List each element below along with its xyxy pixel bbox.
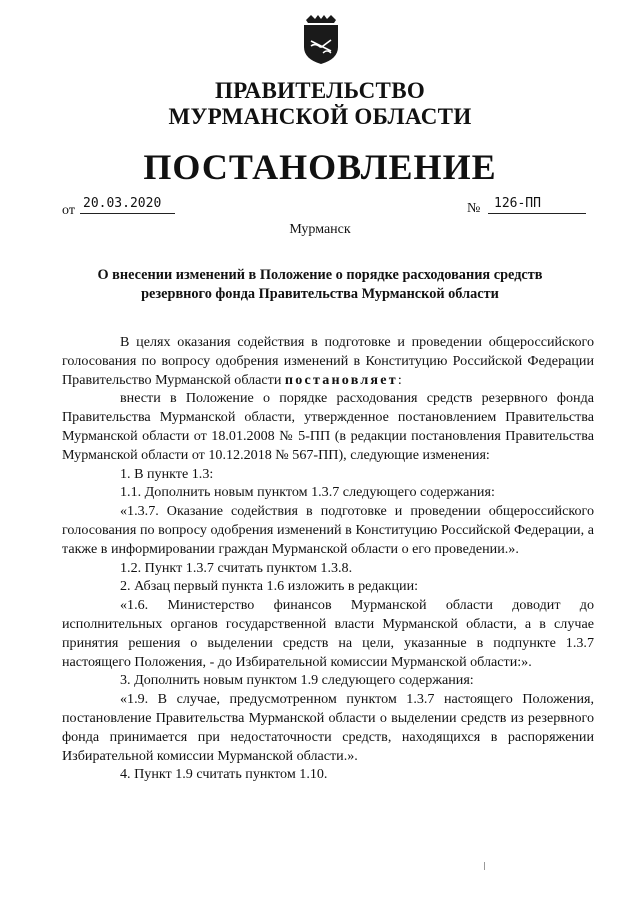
- body-paragraph: 2. Абзац первый пункта 1.6 изложить в редакции:: [120, 578, 419, 595]
- body-paragraph: 1.1. Дополнить новым пунктом 1.3.7 следующего содержания:: [120, 484, 495, 501]
- body-paragraph: внести в Положение о порядке расходования средств резервного фонда Правительства Мурманской области, утвержденное постановлением Правительства Мурманской области от 18.01.2008 № 5-ПП (в редакции постановления Правительства Мурманской области от 10.12.2018 № 567-ПП), следующие изменения:: [62, 390, 594, 463]
- org-name-line1: ПРАВИТЕЛЬСТВО: [214, 78, 426, 103]
- document-body: [62, 333, 594, 784]
- preamble-text: В целях оказания содействия в подготовке и проведении общероссийского голосования по вопросу одобрения изменений в Конституцию Российской Федерации Правительство Мурманской области: [62, 334, 594, 388]
- preamble-paragraph: [62, 333, 594, 389]
- body-paragraph: 4. Пункт 1.9 считать пунктом 1.10.: [120, 766, 328, 783]
- document-date: 20.03.2020: [80, 196, 175, 214]
- document-number: 126-ПП: [488, 196, 586, 214]
- document-title: О внесении изменений в Положение о порядке расходования средств резервного фонда Правительства Мурманской области: [97, 267, 543, 302]
- scan-mark: [484, 862, 485, 870]
- body-paragraph: «1.6. Министерство финансов Мурманской области доводит до исполнительных органов государственной власти Мурманской области, а в случае принятия решения о выделении средств на цели, указанные в подпункте 1.3.7 настоящего Положения, - до Избирательной комиссии Мурманской области:».: [62, 597, 594, 670]
- decree-colon: :: [397, 371, 402, 388]
- city: Мурманск: [289, 222, 351, 237]
- body-paragraph: «1.3.7. Оказание содействия в подготовке и проведении общероссийского голосования по вопросу одобрения изменений в Конституцию Российской Федерации, а также в информировании граждан Мурманской области о его проведении.».: [62, 503, 594, 557]
- body-paragraph: «1.9. В случае, предусмотренном пунктом 1.3.7 настоящего Положения, постановление Правительства Мурманской области о выделении средств из резервного фонда принимается при недостаточности средств, находящихся в распоряжении Избирательной комиссии Мурманской области.».: [62, 691, 594, 764]
- number-label: №: [467, 201, 481, 216]
- body-paragraph: 3. Дополнить новым пунктом 1.9 следующего содержания:: [120, 672, 474, 689]
- decree-word: постановляет: [284, 371, 398, 388]
- org-name-line2: МУРМАНСКОЙ ОБЛАСТИ: [168, 104, 472, 129]
- coat-of-arms-icon: [301, 13, 341, 65]
- body-paragraph: 1.2. Пункт 1.3.7 считать пунктом 1.3.8.: [120, 559, 353, 576]
- date-label: от: [62, 203, 75, 218]
- document-type: ПОСТАНОВЛЕНИЕ: [143, 147, 497, 187]
- body-paragraph: 1. В пункте 1.3:: [120, 465, 214, 482]
